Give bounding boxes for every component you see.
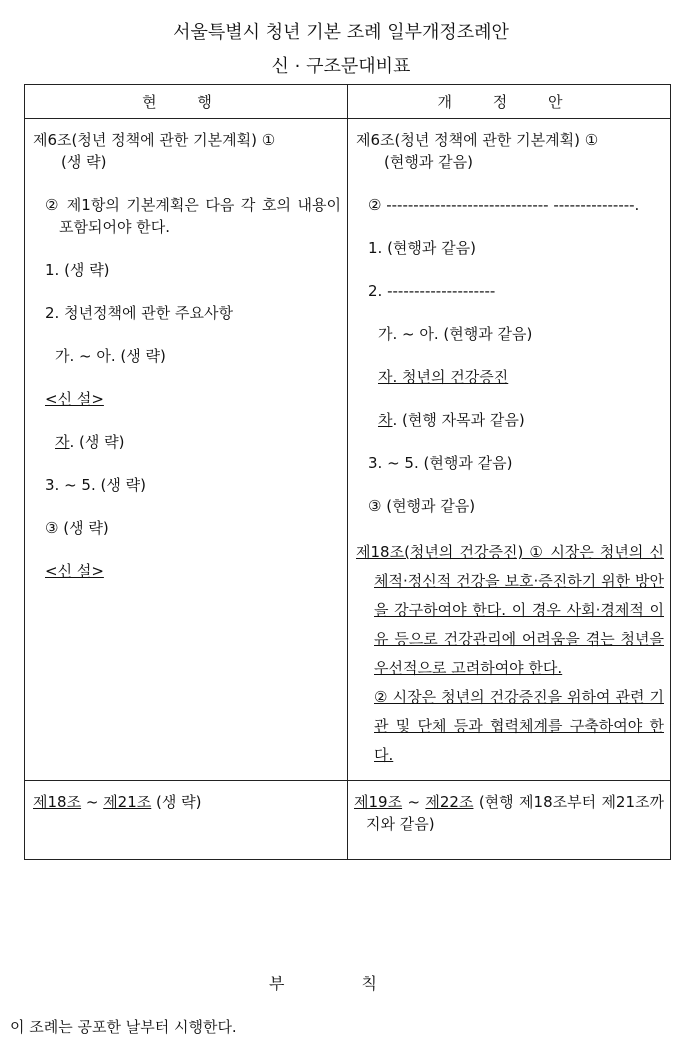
current-item-ja bbox=[33, 431, 341, 453]
header-current: 현 행 bbox=[25, 85, 348, 119]
current-item-ja-rest: . (생 략) bbox=[69, 433, 125, 451]
current-new-marker-2: <신 설> bbox=[45, 562, 104, 580]
revised-art6 bbox=[356, 129, 664, 173]
supplementary-provisions-heading: 부 칙 bbox=[269, 974, 413, 993]
current-new-marker-1: <신 설> bbox=[45, 390, 104, 408]
revised-art19-22-rest: (현행 제18조부터 제21조까지와 같음) bbox=[366, 793, 665, 833]
revised-art6-title: 제6조(청년 정책에 관한 기본계획) ① bbox=[356, 131, 599, 149]
revised-item-cha-mark: 차 bbox=[378, 411, 393, 429]
comparison-table bbox=[24, 84, 671, 860]
current-art18-21-a: 제18조 bbox=[33, 793, 82, 811]
revised-para2: ② ------------------------------ ---------------. bbox=[368, 196, 640, 214]
current-item2-sub: 가. ~ 아. (생 략) bbox=[55, 347, 166, 365]
revised-item-ja-new: 자. 청년의 건강증진 bbox=[378, 368, 509, 386]
current-item2: 2. 청년정책에 관한 주요사항 bbox=[45, 304, 234, 322]
revised-para3: ③ (현행과 같음) bbox=[368, 497, 476, 515]
current-art6 bbox=[33, 129, 341, 173]
revised-art6-same: (현행과 같음) bbox=[384, 153, 473, 171]
revised-item1: 1. (현행과 같음) bbox=[368, 239, 477, 257]
document-subtitle: 신 · 구조문대비표 bbox=[271, 56, 411, 77]
revised-item-cha-rest: . (현행 자목과 같음) bbox=[392, 411, 525, 429]
current-item1: 1. (생 략) bbox=[45, 261, 110, 279]
revised-item2: 2. -------------------- bbox=[368, 282, 496, 300]
revised-art19-22-b: 제22조 bbox=[425, 793, 474, 811]
current-art6-title: 제6조(청년 정책에 관한 기본계획) ① bbox=[33, 131, 276, 149]
current-art18-21-b: 제21조 bbox=[103, 793, 152, 811]
current-para3: ③ (생 략) bbox=[45, 519, 109, 537]
current-column bbox=[25, 119, 348, 781]
current-para2: ② 제1항의 기본계획은 다음 각 호의 내용이 포함되어야 한다. bbox=[45, 196, 341, 236]
current-item3-5: 3. ~ 5. (생 략) bbox=[45, 476, 146, 494]
revised-art19-22-cell bbox=[348, 781, 671, 860]
document-title: 서울특별시 청년 기본 조례 일부개정조례안 bbox=[173, 22, 509, 43]
enforcement-clause: 이 조례는 공포한 날부터 시행한다. bbox=[10, 1018, 237, 1036]
revised-art19-22-a: 제19조 bbox=[354, 793, 403, 811]
current-art18-21-cell bbox=[25, 781, 348, 860]
current-art18-21-sep: ~ bbox=[81, 793, 104, 811]
revised-art18-para1: 제18조(청년의 건강증진) ① 시장은 청년의 신체적·정신적 건강을 보호·증진하기 위한 방안을 강구하여야 한다. 이 경우 사회·경제적 이유 등으로 건강관리에 어려움을 겪는 청년을 우선적으로 고려하여야 한다. bbox=[356, 543, 664, 677]
current-art18-21-rest: (생 략) bbox=[151, 793, 202, 811]
revised-art19-22-sep: ~ bbox=[402, 793, 426, 811]
current-art6-omit: (생 략) bbox=[61, 153, 107, 171]
revised-item3-5: 3. ~ 5. (현행과 같음) bbox=[368, 454, 513, 472]
revised-art18-para2: ② 시장은 청년의 건강증진을 위하여 관련 기관 및 단체 등과 협력체계를 구축하여야 한다. bbox=[374, 688, 664, 764]
header-revised: 개 정 안 bbox=[348, 85, 671, 119]
current-item-ja-mark: 자 bbox=[55, 433, 70, 451]
revised-item2-sub: 가. ~ 아. (현행과 같음) bbox=[378, 325, 533, 343]
revised-item-cha bbox=[356, 409, 664, 431]
revised-column bbox=[348, 119, 671, 781]
